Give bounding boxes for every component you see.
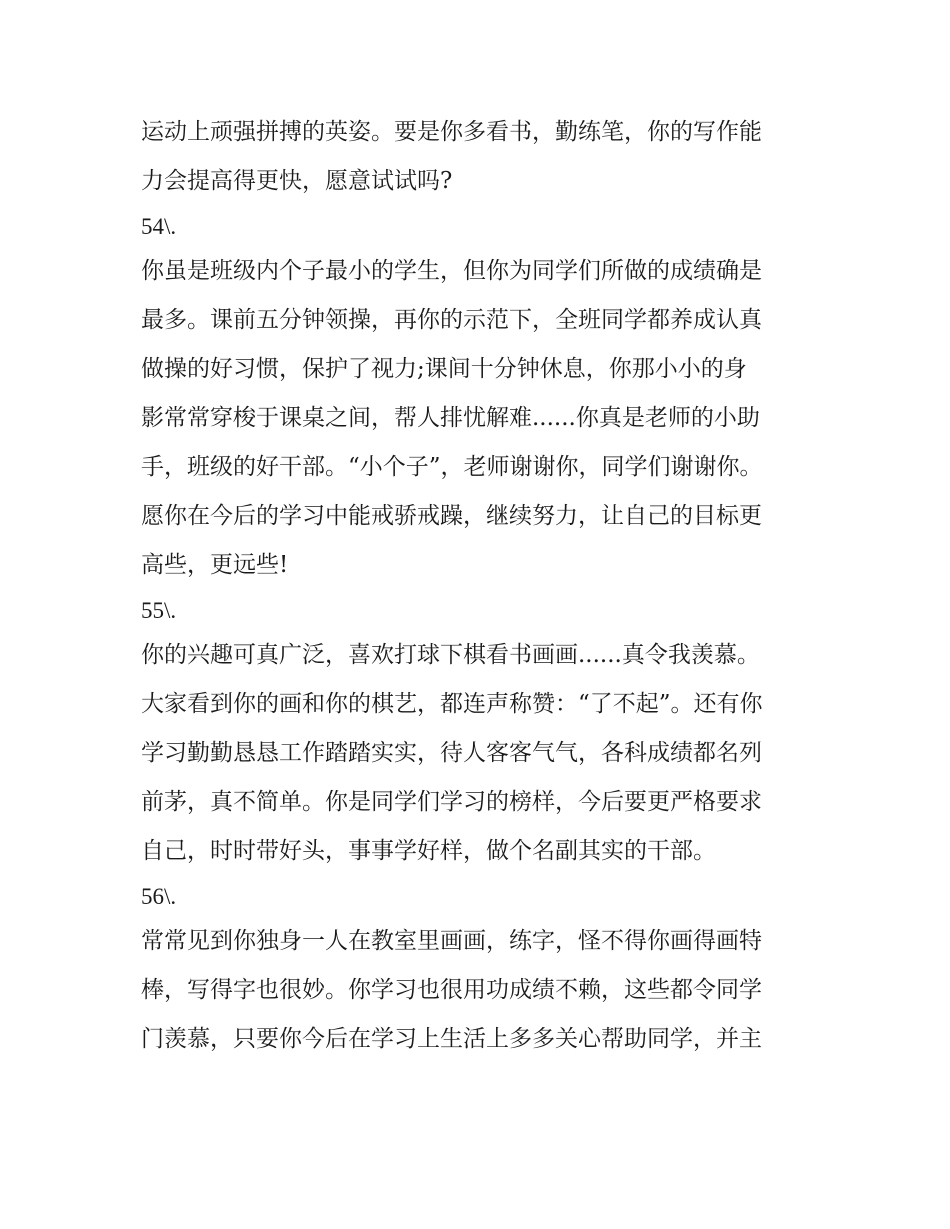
text-line: 做操的好习惯，保护了视力;课间十分钟休息，你那小小的身: [141, 356, 747, 382]
text-line: 你虽是班级内个子最小的学生，但你为同学们所做的成绩确是: [141, 258, 762, 284]
text-line: 力会提高得更快，愿意试试吗?: [141, 168, 453, 194]
entry-number: 56\.: [141, 884, 177, 909]
text-line: 前茅，真不简单。你是同学们学习的榜样，今后要更严格要求: [141, 789, 762, 815]
text-line: 常常见到你独身一人在教室里画画，练字，怪不得你画得画特: [141, 928, 762, 954]
text-line: 高些，更远些!: [141, 552, 289, 578]
text-line: 运动上顽强拼搏的英姿。要是你多看书，勤练笔，你的写作能: [141, 119, 762, 145]
text-line: 愿你在今后的学习中能戒骄戒躁，继续努力，让自己的目标更: [141, 503, 762, 529]
entry-number: 55\.: [141, 598, 177, 623]
text-line: 影常常穿梭于课桌之间，帮人排忧解难......你真是老师的小助: [141, 405, 760, 431]
text-line: 最多。课前五分钟领操，再你的示范下，全班同学都养成认真: [141, 307, 762, 333]
text-line: 学习勤勤恳恳工作踏踏实实，待人客客气气，各科成绩都名列: [141, 740, 762, 766]
text-line: 手，班级的好干部。“小个子”，老师谢谢你，同学们谢谢你。: [141, 454, 763, 480]
text-line: 你的兴趣可真广泛，喜欢打球下棋看书画画......真令我羡慕。: [141, 642, 760, 668]
text-line: 棒，写得字也很妙。你学习也很用功成绩不赖，这些都令同学: [141, 977, 762, 1003]
document-body: [141, 108, 821, 1064]
text-line: 门羡慕，只要你今后在学习上生活上多多关心帮助同学，并主: [141, 1026, 762, 1052]
text-line: 大家看到你的画和你的棋艺，都连声称赞：“了不起”。还有你: [141, 691, 763, 717]
text-line: 自己，时时带好头，事事学好样，做个名副其实的干部。: [141, 838, 716, 864]
entry-number: 54\.: [141, 214, 177, 239]
